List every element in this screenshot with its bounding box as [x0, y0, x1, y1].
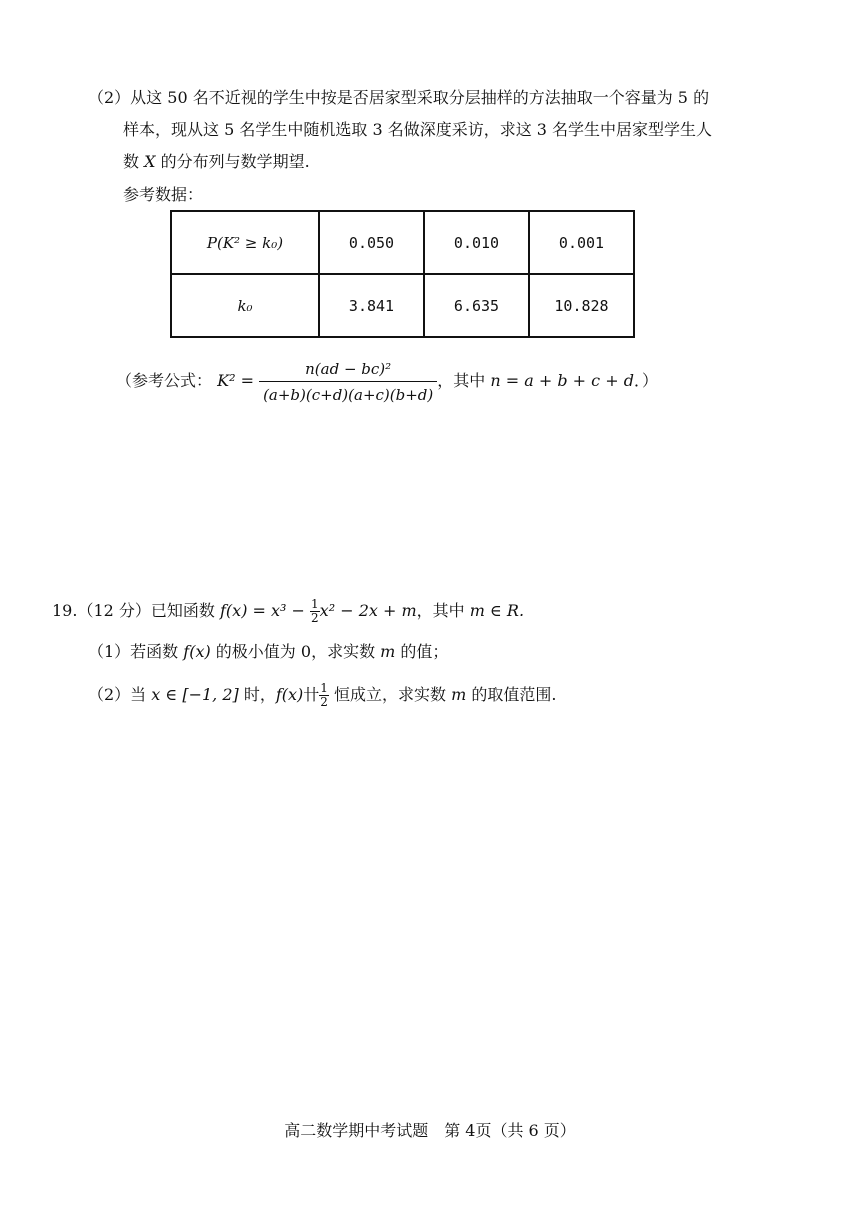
- table-row: [171, 211, 634, 274]
- table-row1-label: P(K² ≥ k₀): [171, 211, 319, 274]
- q19-p2-den: 2: [320, 695, 328, 709]
- q18-line3-post: 的分布列与数学期望.: [155, 152, 310, 171]
- table-cell: 0.010: [424, 211, 529, 274]
- q19-part1: [88, 642, 448, 662]
- q19-p2-mid: 时，: [238, 685, 276, 704]
- table-cell: 3.841: [319, 274, 424, 337]
- table-cell: 6.635: [424, 274, 529, 337]
- q19-stem: [52, 596, 524, 630]
- table-row2-label: k₀: [171, 274, 319, 337]
- ref-data-label: 参考数据：: [123, 185, 204, 204]
- q19-part2: [88, 680, 556, 714]
- q19-score: （12 分）: [77, 601, 151, 620]
- formula-lhs: K² =: [217, 371, 254, 390]
- formula-numerator: n(ad − bc)²: [259, 359, 437, 382]
- table-row: [171, 274, 634, 337]
- q19-func: f(x) = x³ −: [220, 601, 305, 620]
- q19-p2-post: 的取值范围.: [466, 685, 557, 704]
- table-cell: 0.001: [529, 211, 634, 274]
- formula-denominator: (a+b)(c+d)(a+c)(b+d): [263, 385, 434, 404]
- q19-p2-pre: （2）当: [88, 685, 152, 704]
- q19-p2-var: m: [451, 685, 467, 704]
- q19-p2-cond: x ∈ [−1, 2]: [151, 685, 239, 704]
- q19-p2-num: 1: [320, 681, 328, 695]
- q19-cond-pre: ，其中: [416, 601, 470, 620]
- q19-p1-pre: （1）若函数: [88, 642, 184, 661]
- q18-part2-line2: 样本，现从这 5 名学生中随机选取 3 名做深度采访，求这 3 名学生中居家型学生人: [123, 120, 713, 139]
- q19-p1-post: 的值；: [395, 642, 449, 661]
- table-cell: 0.050: [319, 211, 424, 274]
- q19-half-fraction: [310, 598, 320, 625]
- q19-p2-glyph: 卄: [303, 685, 320, 704]
- formula-prefix: （参考公式：: [116, 371, 213, 390]
- q19-p2-mid2: 恒成立，求实数: [328, 685, 452, 704]
- q18-part2-line1: （2）从这 50 名不近视的学生中按是否居家型采取分层抽样的方法抽取一个容量为 5 的: [88, 88, 710, 107]
- q19-half-num: 1: [311, 597, 319, 611]
- q18-part2-line3: [123, 152, 310, 172]
- formula-suffix-pre: ，其中: [437, 371, 491, 390]
- q19-p2-func: f(x): [275, 685, 304, 704]
- q19-func-rest: x² − 2x + m: [319, 601, 417, 620]
- formula-suffix-expr: n = a + b + c + d: [490, 371, 634, 390]
- page-footer: 高二数学期中考试题 第 4页（共 6 页）: [284, 1121, 576, 1140]
- formula-suffix-post: ．）: [633, 371, 658, 390]
- table-cell: 10.828: [529, 274, 634, 337]
- q19-number: 19.: [52, 601, 78, 620]
- q19-p1-mid: 的极小值为 0，求实数: [210, 642, 381, 661]
- q19-intro: 已知函数: [150, 601, 220, 620]
- q19-half-den: 2: [311, 611, 319, 625]
- q18-line3-var: X: [144, 152, 156, 171]
- q18-line3-pre: 数: [123, 152, 145, 171]
- q19-p1-func: f(x): [183, 642, 211, 661]
- q19-p1-var: m: [380, 642, 396, 661]
- reference-formula: [116, 356, 658, 406]
- q19-p2-fraction: [319, 682, 329, 709]
- q19-cond: m ∈ R.: [469, 601, 525, 620]
- formula-fraction: [259, 359, 437, 405]
- critical-value-table: [170, 210, 635, 338]
